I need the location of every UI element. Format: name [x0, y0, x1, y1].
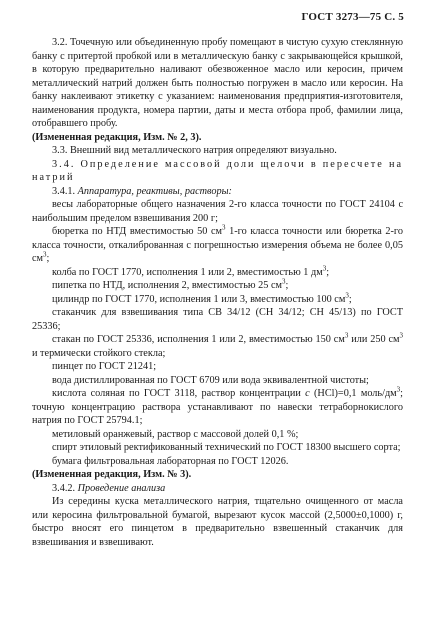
paragraph: бумага фильтровальная лабораторная по ГОСТ 12026. — [52, 455, 289, 467]
page-header: ГОСТ 3273—75 С. 5 — [301, 11, 404, 23]
amendment-note: (Измененная редакция, Изм. № 2, 3). — [32, 131, 202, 143]
paragraph: стакан по ГОСТ 25336, исполнения 1 или 2, вместимостью 150 $см^3$ или 250 $см^3$ и термически стойкого стекла; — [32, 331, 403, 359]
paragraph: 3.4.1. Аппаратура, реактивы, растворы: — [52, 185, 232, 197]
paragraph: 3.2. Точечную или объединенную пробу помещают в чистую сухую стеклянную банку с притертой пробкой или в металлическую банку с закрывающейся крышкой, в которую предварительно наливают обезвоженное масло или керосин, причем металлический натрий должен быть полностью погружен в масло или керосин. На банку наклеивают этикетку с указанием: наименования предприятия-изготовителя, наименования продукта, номера партии, даты и места отбора проб, фамилии лица, отобравшего пробу. — [32, 37, 403, 129]
paragraph: пинцет по ГОСТ 21241; — [52, 361, 157, 372]
paragraph: 3.4.2. Проведение анализа — [52, 482, 166, 494]
paragraph: Из середины куска металлического натрия, тщательно очищенного от масла или керосина фильтровальной бумагой, вырезают кусок массой (2,5000±0,1000) г, быстро вносят его пинцетом в предварительно взвешенный стаканчик для взвешивания и взвешивают. — [32, 496, 403, 548]
paragraph: 3.4. Определение массовой доли щелочи в пересчете на натрий — [32, 158, 403, 183]
paragraph: пипетка по НТД, исполнения 2, вместимостью 25 $см^3$; — [52, 277, 289, 291]
amendment-note: (Измененная редакция, Изм. № 3). — [32, 469, 192, 480]
paragraph: кислота соляная по ГОСТ 3118, раствор концентрации с (HCl)=0,1 моль/$дм^3$; точную концентрацию раствора устанавливают по навески тетраборнокислого натрия по ГОСТ 25794.1; — [32, 385, 404, 426]
paragraph: вода дистиллированная по ГОСТ 6709 или вода эквивалентной чистоты; — [52, 374, 369, 386]
paragraph: весы лабораторные общего назначения 2-го класса точности по ГОСТ 24104 с наибольшим пределом взвешивания 200 г; — [32, 199, 403, 224]
paragraph: цилиндр по ГОСТ 1770, исполнения 1 или 3, вместимостью 100 $см^3$; — [52, 291, 352, 305]
document-body — [32, 36, 403, 549]
paragraph: стаканчик для взвешивания типа СВ 34/12 (СН 34/12; СН 45/13) по ГОСТ 25336; — [32, 307, 403, 332]
paragraph: метиловый оранжевый, раствор с массовой долей 0,1 %; — [52, 428, 299, 440]
paragraph: 3.3. Внешний вид металлического натрия определяют визуально. — [52, 145, 337, 156]
paragraph: бюретка по НТД вместимостью 50 $см^3$ 1-го класса точности или бюретка 2-го класса точности, откалиброванная с погрешностью измерения объема не более 0,05 $см^3$; — [32, 223, 403, 264]
paragraph: колба по ГОСТ 1770, исполнения 1 или 2, вместимостью 1 $дм^3$; — [52, 264, 330, 278]
paragraph: спирт этиловый ректификованный технический по ГОСТ 18300 высшего сорта; — [52, 442, 401, 453]
